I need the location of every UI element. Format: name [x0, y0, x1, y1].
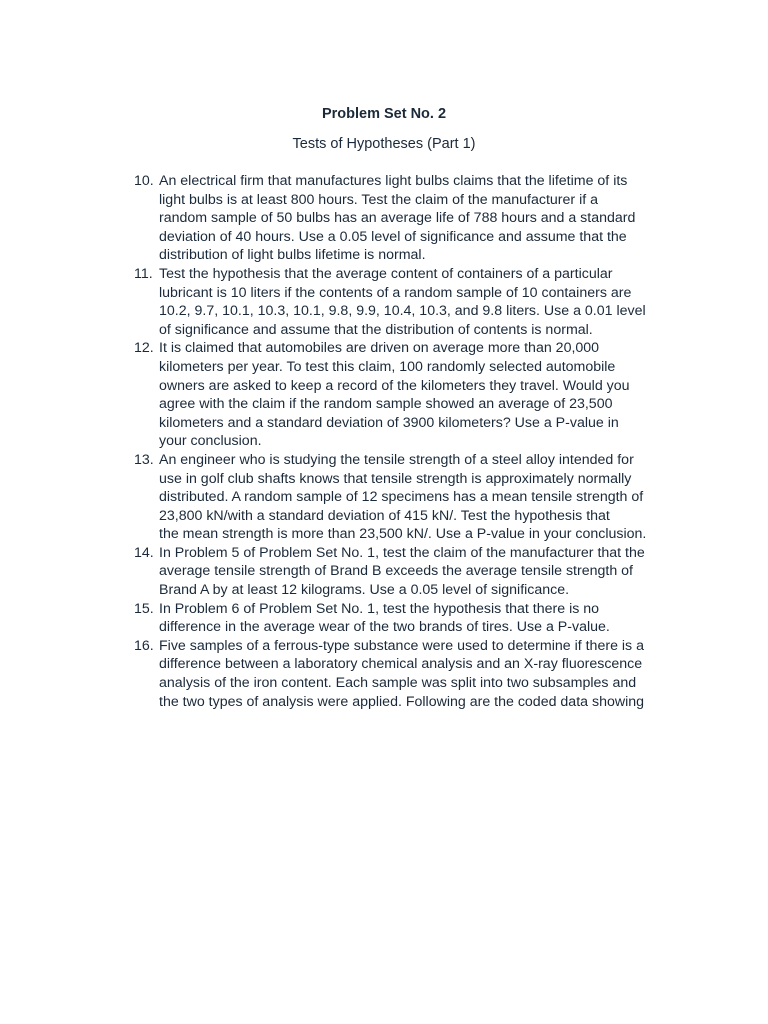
problem-item	[134, 339, 684, 451]
problem-number: 16.	[134, 637, 154, 654]
problem-text-line: Brand A by at least 12 kilograms. Use a 0.05 level of significance.	[159, 582, 570, 599]
problem-text-line: the mean strength is more than 23,500 kN/. Use a P-value in your conclusion.	[159, 526, 647, 543]
problem-number: 14.	[134, 544, 154, 561]
problem-item	[134, 637, 684, 711]
problem-text-line: In Problem 6 of Problem Set No. 1, test the hypothesis that there is no	[159, 600, 600, 617]
problem-text-line: your conclusion.	[159, 433, 262, 450]
problem-text-line: 23,800 kN/with a standard deviation of 415 kN/. Test the hypothesis that	[159, 507, 610, 524]
problem-number: 11.	[134, 265, 153, 282]
problem-text	[159, 451, 684, 544]
problem-text-line: An electrical firm that manufactures light bulbs claims that the lifetime of its	[159, 173, 628, 189]
problem-number: 10.	[134, 173, 154, 189]
page-title: Problem Set No. 2	[321, 106, 447, 122]
problem-text-line: light bulbs is at least 800 hours. Test the claim of the manufacturer if a	[159, 191, 598, 208]
problem-text	[159, 544, 684, 600]
problem-text-line: use in golf club shafts knows that tensile strength is approximately normally	[159, 470, 632, 487]
problem-text-line: 10.2, 9.7, 10.1, 10.3, 10.1, 9.8, 9.9, 10.4, 10.3, and 9.8 liters. Use a 0.01 level	[159, 303, 646, 320]
problem-text-line: Five samples of a ferrous-type substance were used to determine if there is a	[159, 637, 644, 654]
problem-text-line: Test the hypothesis that the average content of containers of a particular	[159, 265, 613, 282]
problem-number: 15.	[134, 600, 154, 617]
problem-text-line: analysis of the iron content. Each sample was split into two subsamples and	[159, 675, 637, 692]
problem-text-line: owners are asked to keep a record of the kilometers they travel. Would you	[159, 377, 630, 394]
problem-text-line: random sample of 50 bulbs has an average life of 788 hours and a standard	[159, 210, 636, 227]
problem-text-line: distributed. A random sample of 12 specimens has a mean tensile strength of	[159, 489, 644, 506]
problem-list	[134, 172, 684, 711]
problem-text-line: In Problem 5 of Problem Set No. 1, test the claim of the manufacturer that the	[159, 544, 645, 561]
problem-item	[134, 600, 684, 637]
problem-item	[134, 544, 684, 600]
problem-item	[134, 451, 684, 544]
problem-text-line: It is claimed that automobiles are driven on average more than 20,000	[159, 340, 600, 357]
problem-text-line: An engineer who is studying the tensile strength of a steel alloy intended for	[159, 451, 634, 468]
problem-text-line: lubricant is 10 liters if the contents of a random sample of 10 containers are	[159, 284, 632, 301]
problem-item	[134, 172, 684, 265]
problem-text	[159, 637, 684, 711]
problem-text-line: the two types of analysis were applied. Following are the coded data showing	[159, 693, 645, 710]
problem-text-line: deviation of 40 hours. Use a 0.05 level of significance and assume that the	[159, 228, 627, 245]
problem-item	[134, 265, 684, 339]
problem-number: 12.	[134, 340, 154, 357]
problem-text-line: difference between a laboratory chemical analysis and an X-ray fluorescence	[159, 656, 643, 673]
problem-text-line: kilometers and a standard deviation of 3900 kilometers? Use a P-value in	[159, 414, 619, 431]
problem-text-line: difference in the average wear of the two brands of tires. Use a P-value.	[159, 619, 610, 636]
problem-text	[159, 600, 684, 637]
problem-text-line: average tensile strength of Brand B exceeds the average tensile strength of	[159, 563, 633, 580]
problem-text	[159, 172, 684, 265]
problem-text	[159, 265, 684, 339]
problem-text	[159, 339, 684, 451]
problem-text-line: of significance and assume that the distribution of contents is normal.	[159, 321, 593, 338]
problem-text-line: agree with the claim if the random sample showed an average of 23,500	[159, 396, 613, 413]
problem-number: 13.	[134, 451, 154, 468]
problem-text-line: distribution of light bulbs lifetime is normal.	[159, 247, 426, 264]
problem-text-line: kilometers per year. To test this claim, 100 randomly selected automobile	[159, 358, 616, 375]
page-subtitle: Tests of Hypotheses (Part 1)	[292, 136, 476, 152]
